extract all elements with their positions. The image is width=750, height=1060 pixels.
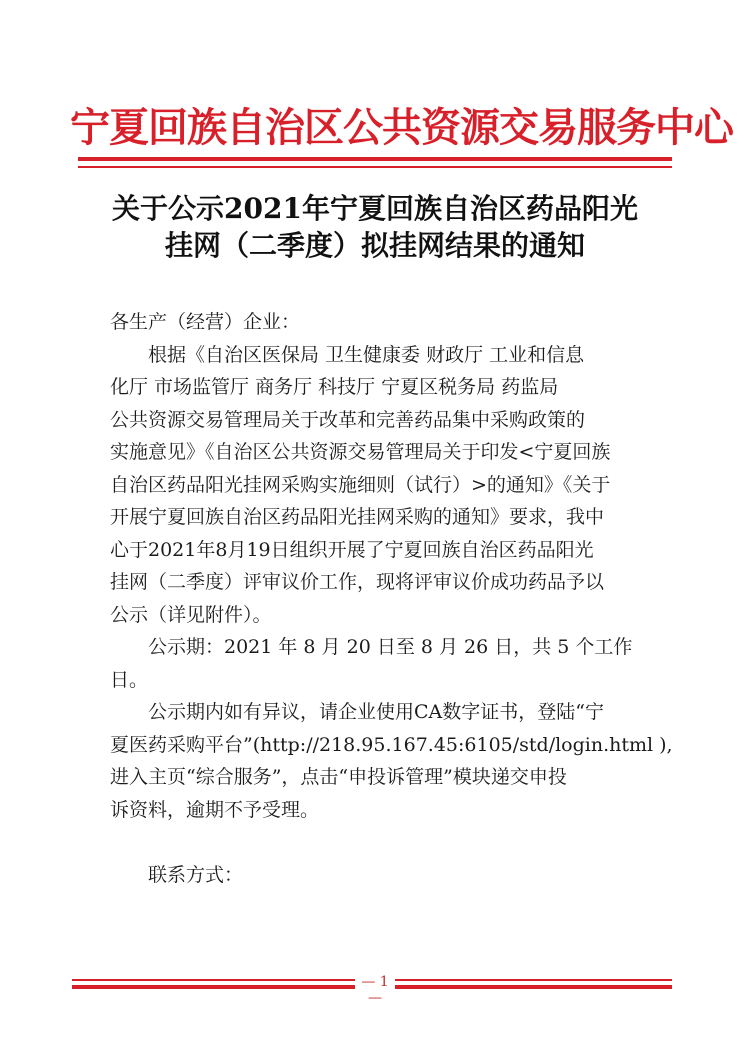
notice-body — [110, 306, 673, 891]
paragraph-1-line: 自治区药品阳光挂网采购实施细则（试行）>的通知》《关于 — [110, 473, 611, 496]
notice-title-line-1: 关于公示2021年宁夏回族自治区药品阳光 — [112, 192, 638, 225]
notice-title-line-2: 挂网（二季度）拟挂网结果的通知 — [164, 229, 585, 262]
page-number: — 1 — — [355, 974, 395, 1006]
header-rule-thick — [78, 157, 672, 161]
notice-title — [80, 190, 670, 264]
publicity-period-line: 公示期：2021 年 8 月 20 日至 8 月 26 日，共 5 个工作 — [148, 636, 633, 658]
salutation: 各生产（经营）企业： — [110, 311, 301, 333]
objection-paragraph-line: 诉资料，逾期不予受理。 — [110, 798, 320, 821]
paragraph-1-line: 心于2021年8月19日组织开展了宁夏回族自治区药品阳光 — [110, 538, 594, 561]
paragraph-1-line: 挂网（二季度）评审议价工作，现将评审议价成功药品予以 — [110, 571, 605, 593]
organization-header: 宁夏回族自治区公共资源交易服务中心 — [70, 105, 733, 151]
blank-spacer — [110, 826, 640, 859]
paragraph-1-line: 公示（详见附件）。 — [110, 603, 272, 626]
contact-label: 联系方式： — [148, 863, 244, 886]
paragraph-1-line: 根据《自治区医保局 卫生健康委 财政厅 工业和信息 — [148, 343, 585, 366]
header-rule-thin — [78, 166, 672, 168]
publicity-period-line: 日。 — [110, 668, 149, 691]
paragraph-1-line: 公共资源交易管理局关于改革和完善药品集中采购政策的 — [110, 408, 586, 431]
paragraph-1-line: 化厅 市场监管厅 商务厅 科技厅 宁夏区税务局 药监局 — [110, 376, 559, 398]
paragraph-1-line: 实施意见》《自治区公共资源交易管理局关于印发<宁夏回族 — [110, 441, 611, 463]
objection-paragraph-line: 公示期内如有异议，请企业使用CA数字证书，登陆“宁 — [148, 701, 604, 723]
objection-paragraph-line: 夏医药采购平台”(http://218.95.167.45:6105/std/login.html ), — [110, 733, 673, 756]
objection-paragraph-line: 进入主页“综合服务”，点击“申投诉管理”模块递交申投 — [110, 766, 567, 788]
paragraph-1-line: 开展宁夏回族自治区药品阳光挂网采购的通知》要求，我中 — [110, 506, 605, 528]
